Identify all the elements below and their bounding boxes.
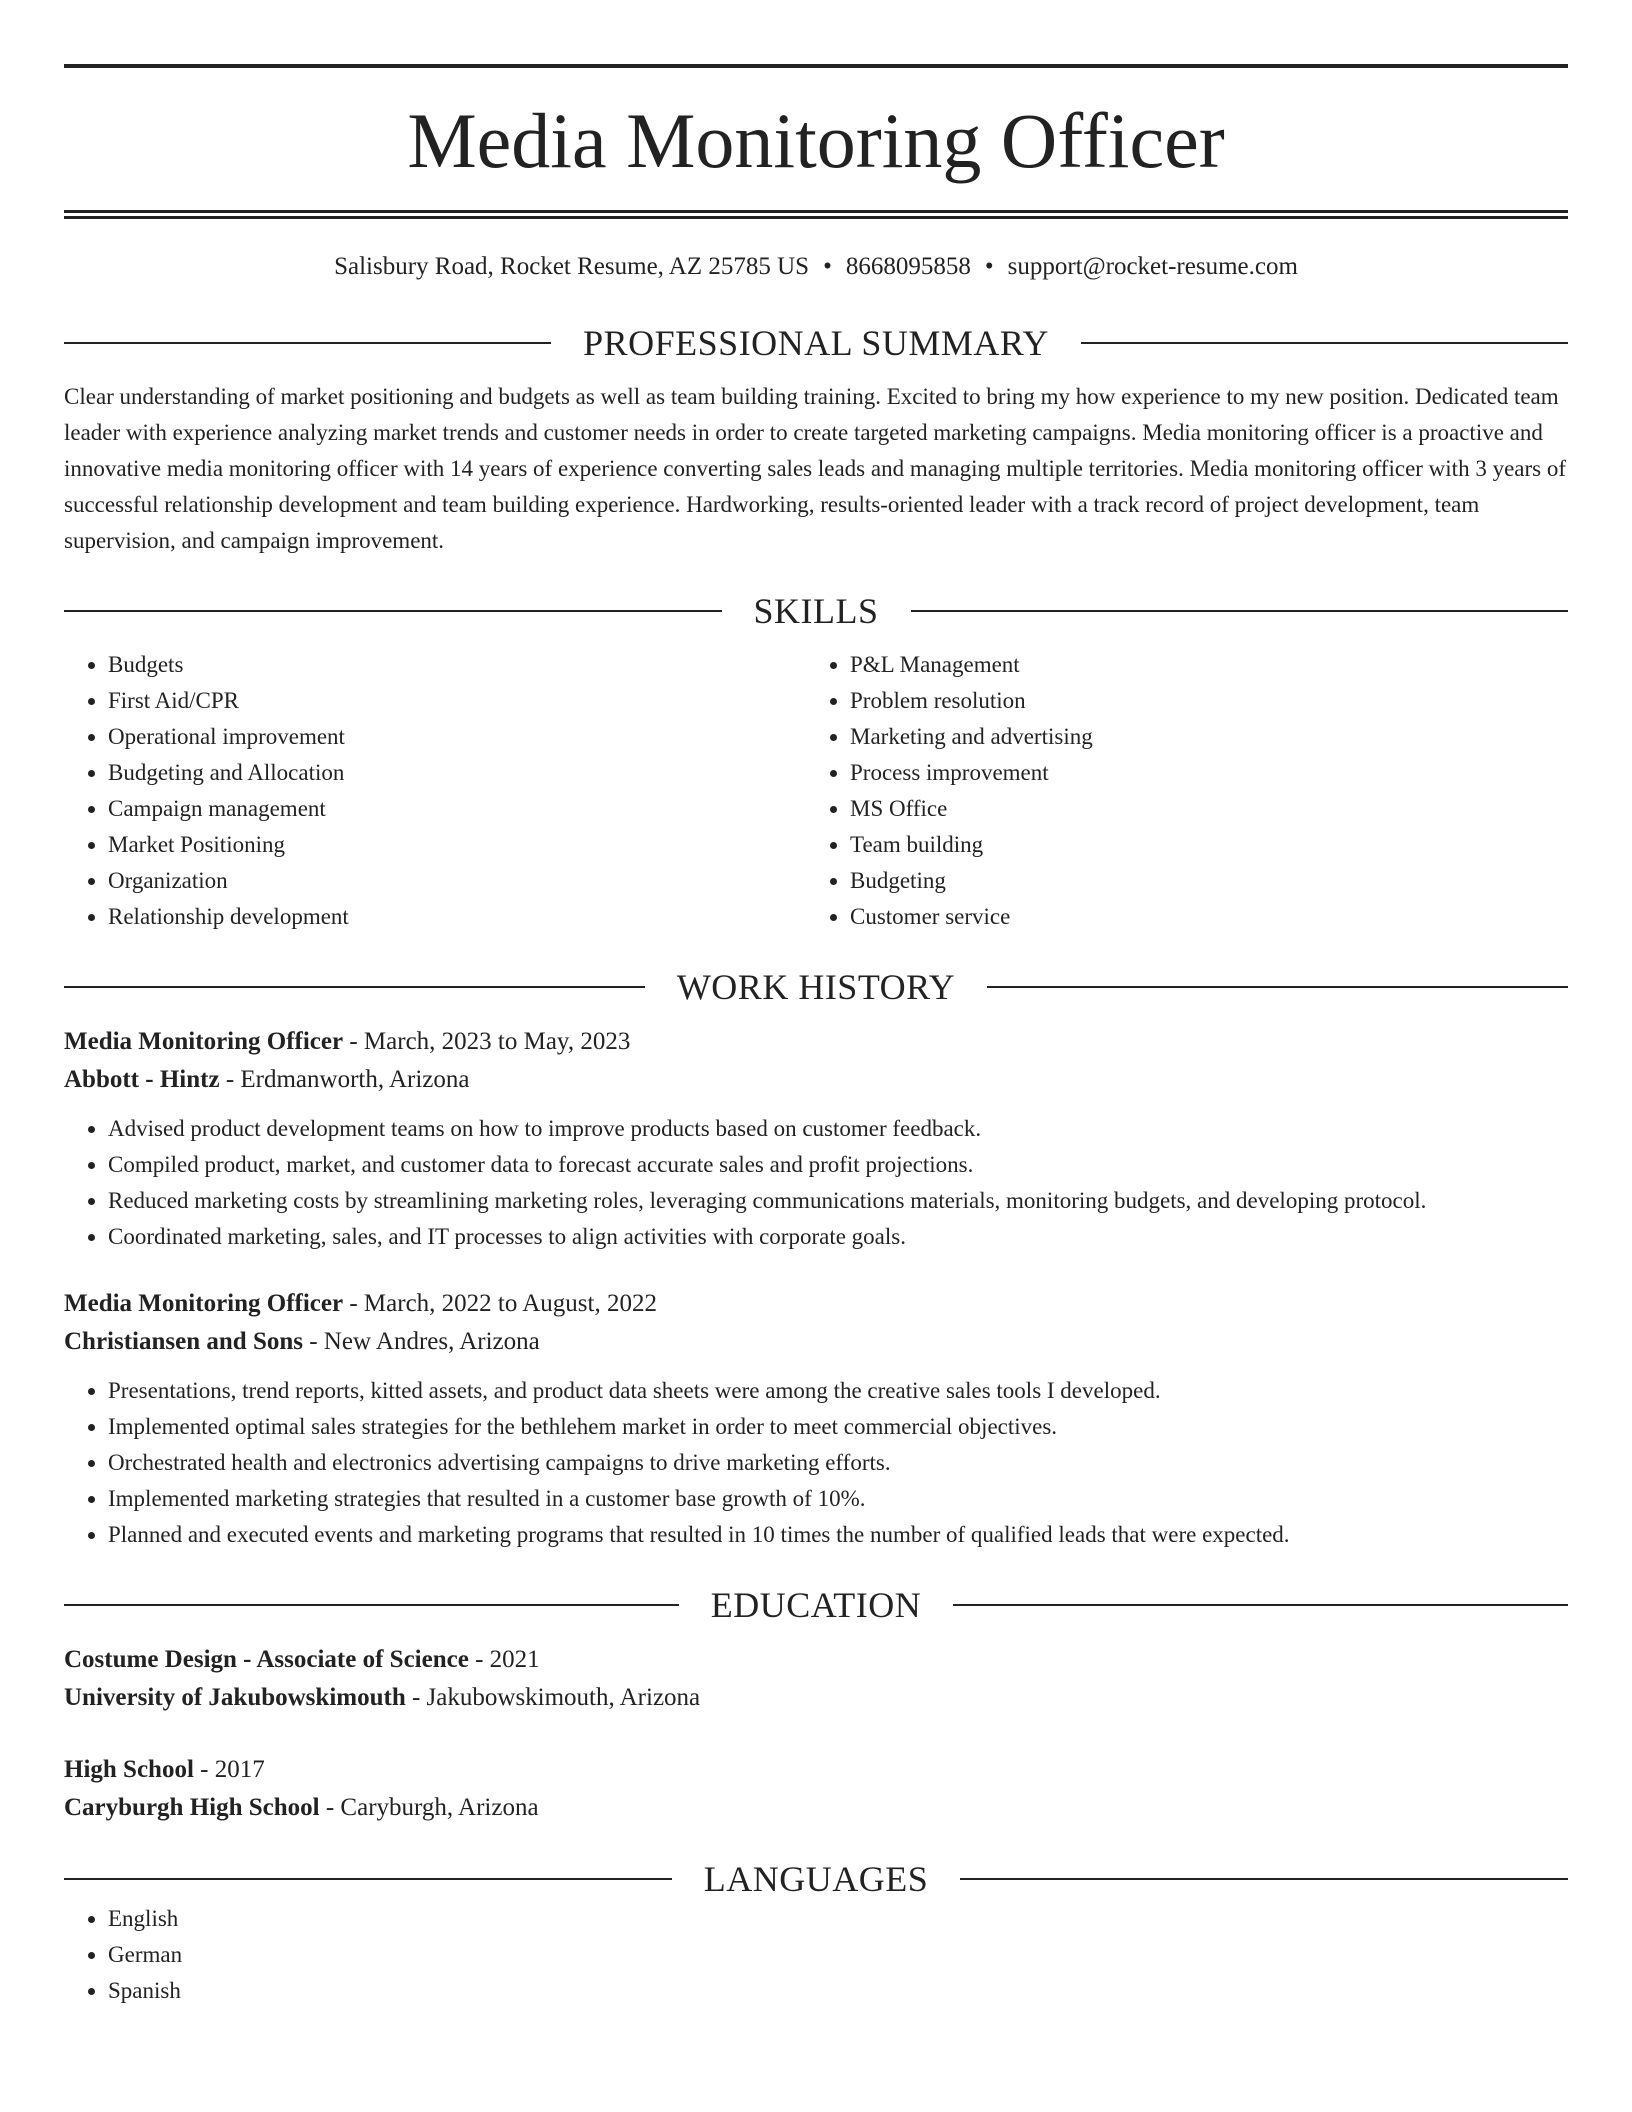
heading-rule	[987, 986, 1568, 988]
skill-item: • Customer service	[850, 899, 1568, 935]
education-entry	[64, 1641, 1568, 1717]
skill-item: • Marketing and advertising	[850, 719, 1568, 755]
skill-item: • Relationship development	[108, 899, 806, 935]
job-bullet: • Presentations, trend reports, kitted assets, and product data sheets were among the creative sales tools I developed.	[108, 1373, 1568, 1409]
skill-item: • Problem resolution	[850, 683, 1568, 719]
job-company-line	[64, 1061, 1568, 1099]
skills-list	[64, 647, 1568, 935]
education-year: - 2021	[468, 1646, 540, 1673]
skill-item: • Budgets	[108, 647, 806, 683]
heading-rule	[911, 610, 1569, 612]
heading-rule	[1081, 342, 1568, 344]
job-company: Christiansen and Sons	[64, 1328, 303, 1355]
education-school-line	[64, 1679, 1568, 1717]
job-role: Media Monitoring Officer	[64, 1028, 344, 1055]
education-school-line	[64, 1789, 1568, 1827]
job-bullet: • Advised product development teams on how to improve products based on customer feedback.	[108, 1111, 1568, 1147]
heading-rule	[64, 1604, 679, 1606]
skill-item: • Budgeting	[850, 863, 1568, 899]
job-location: - New Andres, Arizona	[302, 1328, 540, 1355]
section-title: SKILLS	[753, 591, 879, 631]
section-title: EDUCATION	[710, 1585, 922, 1625]
job-bullets	[64, 1373, 1568, 1553]
heading-rule	[64, 610, 722, 612]
skill-item: • P&L Management	[850, 647, 1568, 683]
job-bullet: • Planned and executed events and marketing programs that resulted in 10 times the number of qualified leads that were expected.	[108, 1517, 1568, 1553]
job-company: Abbott - Hintz	[64, 1066, 220, 1093]
skill-item: • Budgeting and Allocation	[108, 755, 806, 791]
job-role: Media Monitoring Officer	[64, 1290, 344, 1317]
heading-rule	[64, 342, 551, 344]
language-item: • Spanish	[108, 1973, 1568, 2009]
candidate-name: Media Monitoring Officer	[407, 97, 1225, 184]
section-title: LANGUAGES	[703, 1859, 929, 1899]
summary-text: Clear understanding of market positioning and budgets as well as team building training. Excited to bring my how experience to my new position. Dedicated team leader with experience analyzing market trends and customer needs in order to create targeted marketing campaigns. Media monitoring officer is a proactive and innovative media monitoring officer with 14 years of experience converting sales leads and managing multiple territories. Media monitoring officer with 3 years of successful relationship development and team building experience. Hardworking, results-oriented leader with a track record of project development, team supervision, and campaign improvement.	[64, 384, 1567, 553]
education-degree-line	[64, 1641, 1568, 1679]
education-degree: High School	[64, 1756, 194, 1783]
language-item: • German	[108, 1937, 1568, 1973]
skills-column-left	[64, 647, 806, 935]
education-degree-line	[64, 1751, 1568, 1789]
resume-content	[64, 64, 1568, 2009]
job-bullets	[64, 1111, 1568, 1255]
work-entry	[64, 1285, 1568, 1553]
job-bullet: • Orchestrated health and electronics advertising campaigns to drive marketing efforts.	[108, 1445, 1568, 1481]
section-heading-summary	[64, 321, 1568, 365]
skill-item: • Process improvement	[850, 755, 1568, 791]
skill-item: • Team building	[850, 827, 1568, 863]
heading-rule	[64, 1878, 672, 1880]
contact-line	[64, 253, 1568, 291]
heading-rule	[953, 1604, 1568, 1606]
contact-phone: 8668095858	[845, 253, 971, 280]
section-heading-languages	[64, 1857, 1568, 1901]
job-bullet: • Implemented marketing strategies that resulted in a customer base growth of 10%.	[108, 1481, 1568, 1517]
heading-rule	[960, 1878, 1568, 1880]
skills-column-right	[806, 647, 1568, 935]
job-bullet: • Reduced marketing costs by streamlining marketing roles, leveraging communications materials, monitoring budgets, and developing protocol.	[108, 1183, 1568, 1219]
section-heading-skills	[64, 589, 1568, 633]
contact-address: Salisbury Road, Rocket Resume, AZ 25785 US	[334, 253, 810, 280]
education-year: - 2017	[193, 1756, 265, 1783]
education-school: University of Jakubowskimouth	[64, 1684, 406, 1711]
skill-item: • Market Positioning	[108, 827, 806, 863]
heading-rule	[64, 986, 645, 988]
job-bullet: • Implemented optimal sales strategies for the bethlehem market in order to meet commercial objectives.	[108, 1409, 1568, 1445]
job-company-line	[64, 1323, 1568, 1361]
double-rule	[64, 210, 1568, 219]
education-entry	[64, 1751, 1568, 1827]
job-title-line	[64, 1285, 1568, 1323]
contact-separator: •	[984, 253, 994, 280]
education-degree: Costume Design - Associate of Science	[64, 1646, 469, 1673]
skill-item: • Organization	[108, 863, 806, 899]
section-heading-education	[64, 1583, 1568, 1627]
job-bullet: • Compiled product, market, and customer data to forecast accurate sales and profit projections.	[108, 1147, 1568, 1183]
job-dates: - March, 2023 to May, 2023	[343, 1028, 631, 1055]
education-location: - Jakubowskimouth, Arizona	[405, 1684, 701, 1711]
section-title: PROFESSIONAL SUMMARY	[583, 323, 1049, 363]
skill-item: • Campaign management	[108, 791, 806, 827]
section-heading-work	[64, 965, 1568, 1009]
languages-list	[64, 1901, 1568, 2009]
education-location: - Caryburgh, Arizona	[319, 1794, 539, 1821]
contact-email: support@rocket-resume.com	[1007, 253, 1298, 280]
skill-item: • MS Office	[850, 791, 1568, 827]
job-title-line	[64, 1023, 1568, 1061]
job-location: - Erdmanworth, Arizona	[219, 1066, 470, 1093]
skill-item: • First Aid/CPR	[108, 683, 806, 719]
section-title: WORK HISTORY	[676, 967, 956, 1007]
work-entry	[64, 1023, 1568, 1255]
job-dates: - March, 2022 to August, 2022	[343, 1290, 657, 1317]
language-item: • English	[108, 1901, 1568, 1937]
skill-item: • Operational improvement	[108, 719, 806, 755]
job-bullet: • Coordinated marketing, sales, and IT processes to align activities with corporate goals.	[108, 1219, 1568, 1255]
contact-separator: •	[823, 253, 832, 280]
education-school: Caryburgh High School	[64, 1794, 320, 1821]
